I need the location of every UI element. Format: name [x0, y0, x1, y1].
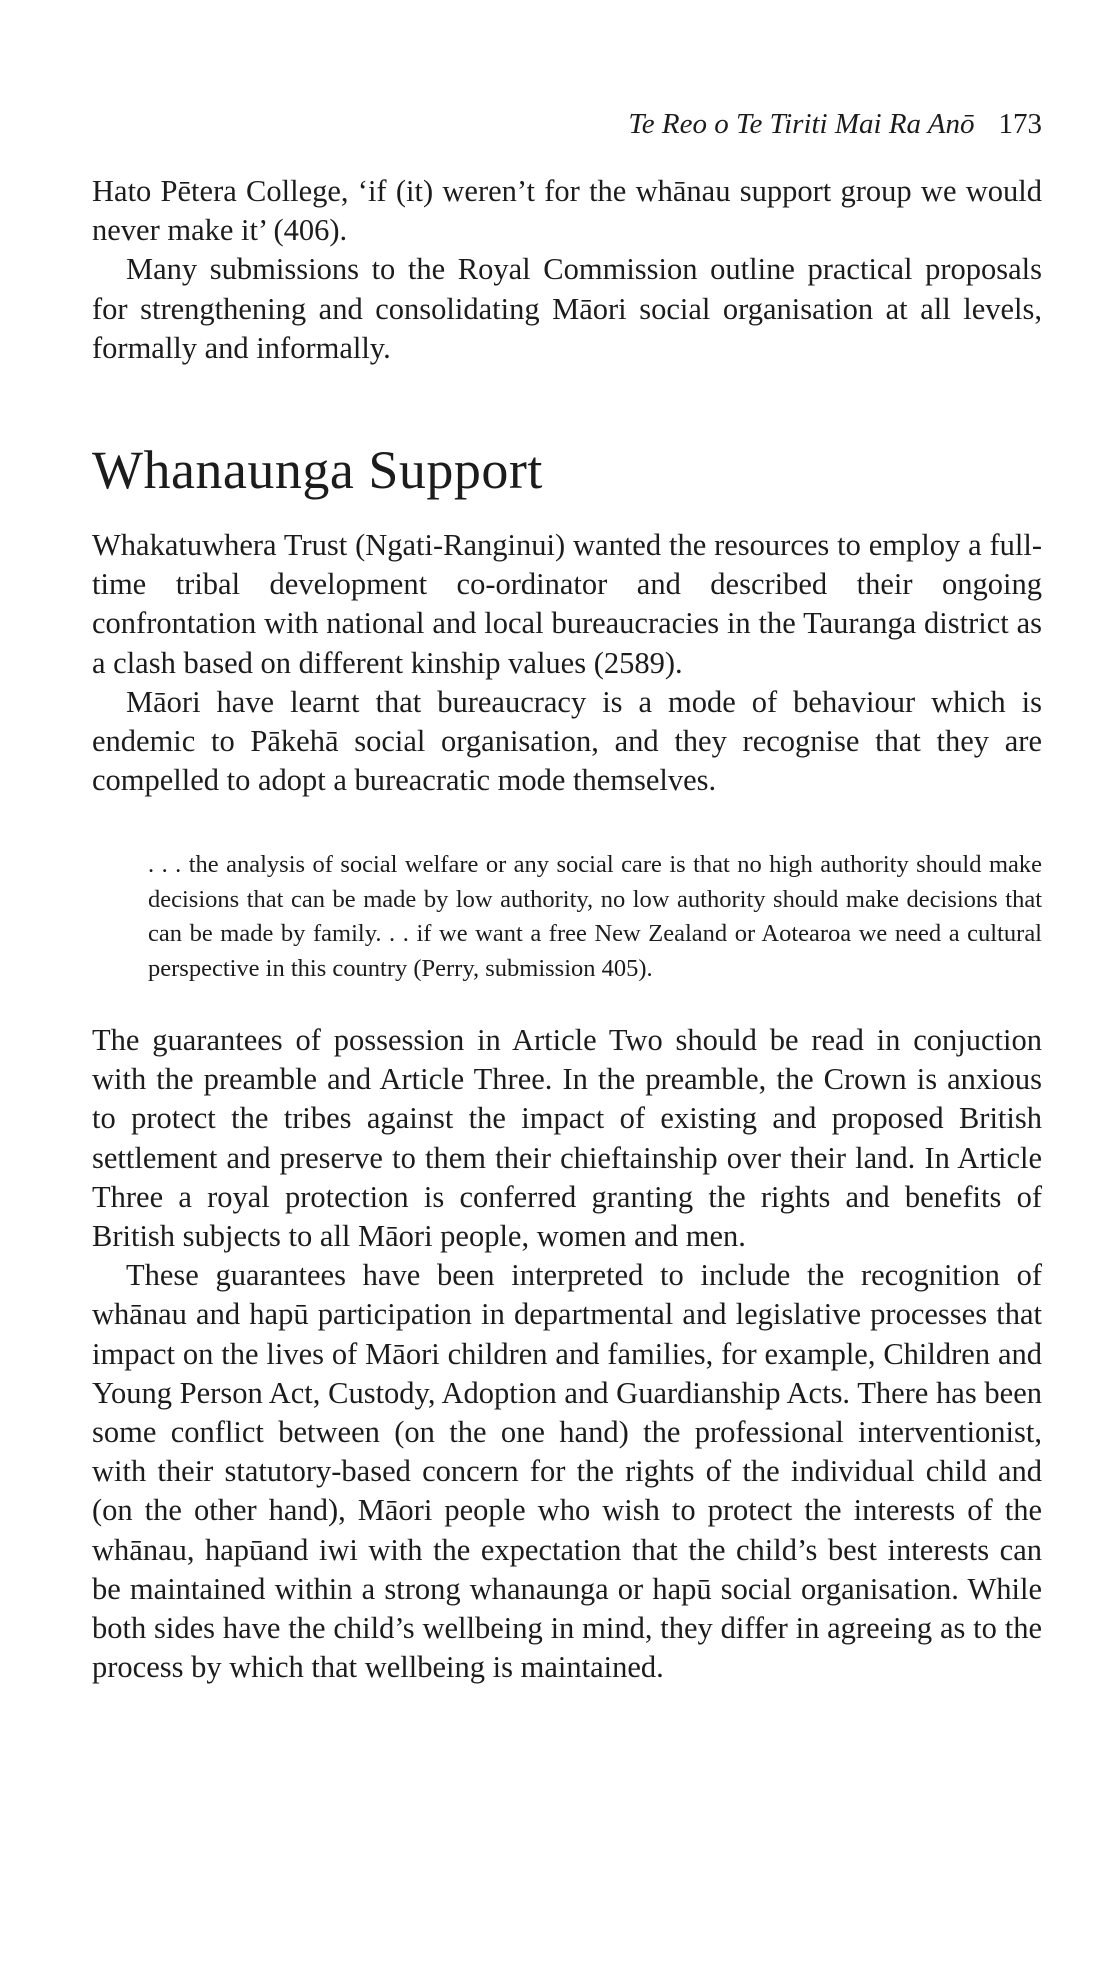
paragraph: Hato Pētera College, ‘if (it) weren’t for the whānau support group we would never make it’ (406). — [92, 174, 1042, 248]
paragraph: Whakatuwhera Trust (Ngati-Ranginui) wanted the resources to employ a full-time tribal development co-ordinator and described their ongoing confrontation with national and local bureaucracies in the Tauranga district as a clash based on different kinship values (2589). — [92, 528, 1042, 680]
page-number: 173 — [998, 108, 1042, 140]
running-title: Te Reo o Te Tiriti Mai Ra Anō — [628, 108, 975, 140]
section-heading: Whanaunga Support — [92, 440, 543, 500]
running-head — [92, 106, 1042, 142]
section-intro-text — [92, 526, 1042, 800]
paragraph: Many submissions to the Royal Commission outline practical proposals for strengthening and consolidating Māori social organisation at all levels, formally and informally. — [92, 252, 1042, 365]
section-closing-text — [92, 1021, 1042, 1687]
opening-text — [92, 172, 1042, 368]
paragraph: These guarantees have been interpreted to include the recognition of whānau and hapū participation in departmental and legislative processes that impact on the lives of Māori children and families, for example, Children and Young Person Act, Custody, Adoption and Guardianship Acts. There has been some conflict between (on the one hand) the professional interventionist, with their statutory-based concern for the rights of the individual child and (on the other hand), Māori people who wish to protect the interests of the whānau, hapūand iwi with the expectation that the child’s best interests can be maintained within a strong whanaunga or hapū social organisation. While both sides have the child’s wellbeing in mind, they differ in agreeing as to the process by which that wellbeing is maintained. — [92, 1258, 1042, 1685]
paragraph: Māori have learnt that bureaucracy is a mode of behaviour which is endemic to Pākehā social organisation, and they recognise that they are compelled to adopt a bureacratic mode themselves. — [92, 684, 1042, 798]
paragraph: The guarantees of possession in Article Two should be read in conjuction with the preamble and Article Three. In the preamble, the Crown is anxious to protect the tribes against the impact of existing and proposed British settlement and preserve to them their chieftainship over their land. In Article Three a royal protection is conferred granting the rights and benefits of British subjects to all Māori people, women and men. — [92, 1023, 1042, 1254]
block-quote: . . . the analysis of social welfare or any social care is that no high authority should make decisions that can be made by low authority, no low authority should make decisions that can be made by family. . . if we want a free New Zealand or Aotearoa we need a cultural perspective in this country (Perry, submission 405). — [148, 851, 1042, 982]
